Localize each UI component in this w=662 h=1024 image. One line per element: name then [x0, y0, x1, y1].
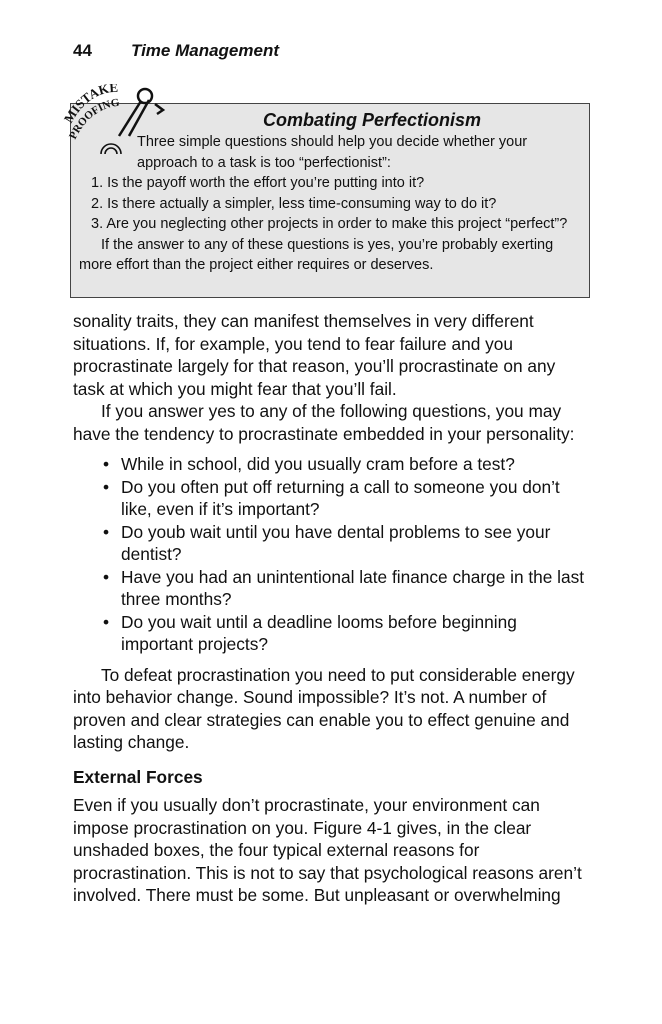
list-item [73, 566, 589, 611]
mistake-proofing-sidebar [60, 84, 590, 298]
sidebar-closing: If the answer to any of these questions is yes, you’re probably exerting more effort than the project either requires or deserves. [79, 236, 554, 273]
sidebar-question-list [71, 173, 589, 235]
question-bullet-list [73, 453, 589, 656]
list-item [73, 453, 589, 476]
sidebar-question: 2. Is there actually a simpler, less time-consuming way to do it? [91, 195, 497, 212]
logo-text-top: MISTAKE [60, 84, 119, 126]
list-item-text: Do youb wait until you have dental problems to see your dentist? [121, 521, 551, 564]
bullet-icon: • [103, 476, 110, 497]
sidebar-intro: Three simple questions should help you decide whether your approach to a task is too “perfectionist”: [137, 134, 528, 171]
bullet-icon: • [103, 454, 110, 474]
paragraph-continued: sonality traits, they can manifest themselves in very different situations. If, for example, you tend to fear failure and you procrastinate largely for that reason, you’ll procrastinate on any task at which you might fear that you’ll fail. [73, 311, 556, 399]
bullet-icon: • [103, 611, 110, 632]
page-number: 44 [73, 41, 92, 60]
sidebar-title: Combating Perfectionism [263, 110, 482, 130]
list-item-text: While in school, did you usually cram before a test? [121, 454, 515, 474]
paragraph: Even if you usually don’t procrastinate, your environment can impose procrastination on you. Figure 4-1 gives, in the clear unshaded boxes, the four typical external reasons for procrastination. This is not to say that psychological reasons aren’t involved. There must be some. But unpleasant or overwhelming [73, 795, 582, 905]
sidebar-question: 3. Are you neglecting other projects in order to make this project “perfect”? [91, 216, 568, 232]
section-heading: External Forces [73, 766, 203, 787]
list-item-text: Do you often put off returning a call to someone you don’t like, even if it’s important? [121, 476, 560, 519]
sidebar-question: 1. Is the payoff worth the effort you’re putting into it? [91, 175, 425, 191]
paragraph: If you answer yes to any of the following questions, you may have the tendency to procrastinate embedded in your personality: [73, 401, 575, 444]
wrench-icon [119, 89, 163, 136]
main-text [73, 310, 589, 907]
list-item-text: Have you had an unintentional late finance charge in the last three months? [121, 566, 585, 609]
list-item [73, 521, 589, 566]
running-title: Time Management [131, 41, 280, 60]
running-header [73, 41, 279, 61]
bullet-icon: • [103, 521, 110, 542]
paragraph: To defeat procrastination you need to put considerable energy into behavior change. Sound impossible? It’s not. A number of proven and clear strategies can enable you to effect genuine and lasting change. [73, 664, 575, 752]
list-item [73, 476, 589, 521]
logo-text-bottom: PROOFING [67, 96, 121, 142]
list-item-text: Do you wait until a deadline looms before beginning important projects? [121, 611, 517, 654]
list-item [73, 611, 589, 656]
bullet-icon: • [103, 566, 110, 587]
